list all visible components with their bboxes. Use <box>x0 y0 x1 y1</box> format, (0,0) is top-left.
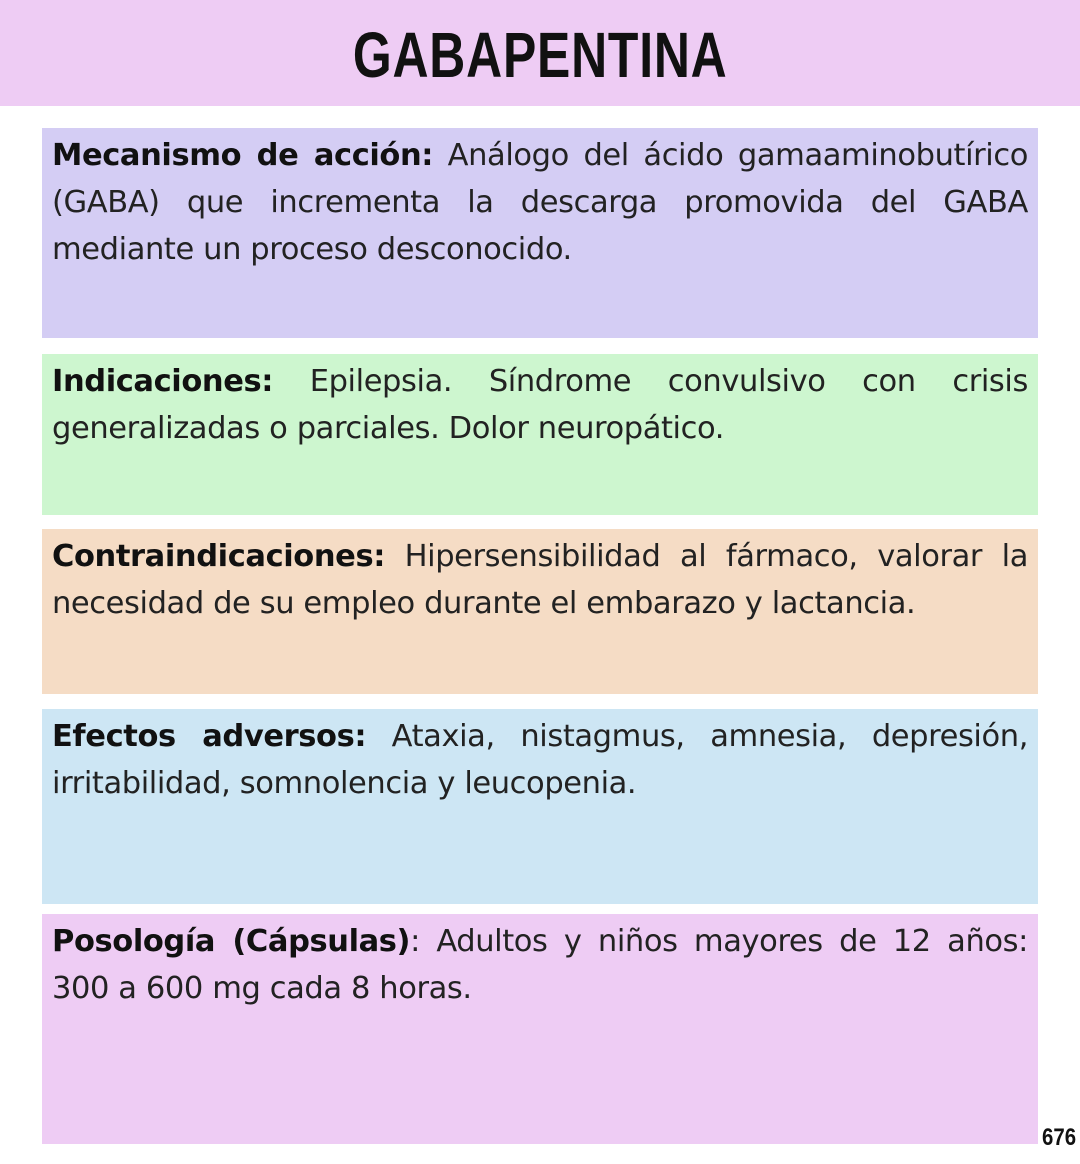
dosage-section <box>42 914 1038 1144</box>
indications-section <box>42 354 1038 515</box>
page-number: 676 <box>1041 1124 1076 1151</box>
contraindications-label: Contraindicaciones: <box>52 539 386 574</box>
contraindications-section <box>42 529 1038 694</box>
indications-label: Indicaciones: <box>52 364 274 399</box>
contraindications-text: Hipersensibilidad al fármaco, valorar la necesidad de su empleo durante el embarazo y lactancia. <box>52 539 1028 621</box>
indications-text: Epilepsia. Síndrome convulsivo con crisis generalizadas o parciales. Dolor neuropático. <box>52 364 1028 446</box>
adverse-effects-text: Ataxia, nistagmus, amnesia, depresión, irritabilidad, somnolencia y leucopenia. <box>52 719 1028 801</box>
mechanism-of-action-label: Mecanismo de acción: <box>52 138 434 173</box>
adverse-effects-label: Efectos adversos: <box>52 719 367 754</box>
dosage-text: : Adultos y niños mayores de 12 años: 300 a 600 mg cada 8 horas. <box>52 924 1029 1006</box>
mechanism-of-action-text: Análogo del ácido gamaaminobutírico (GABA) que incrementa la descarga promovida del GABA mediante un proceso desconocido. <box>52 138 1028 267</box>
adverse-effects-section <box>42 709 1038 904</box>
dosage-label: Posología (Cápsulas) <box>52 924 411 959</box>
mechanism-of-action-section <box>42 128 1038 338</box>
drug-title: GABAPENTINA <box>352 19 728 91</box>
title-banner <box>0 0 1080 106</box>
